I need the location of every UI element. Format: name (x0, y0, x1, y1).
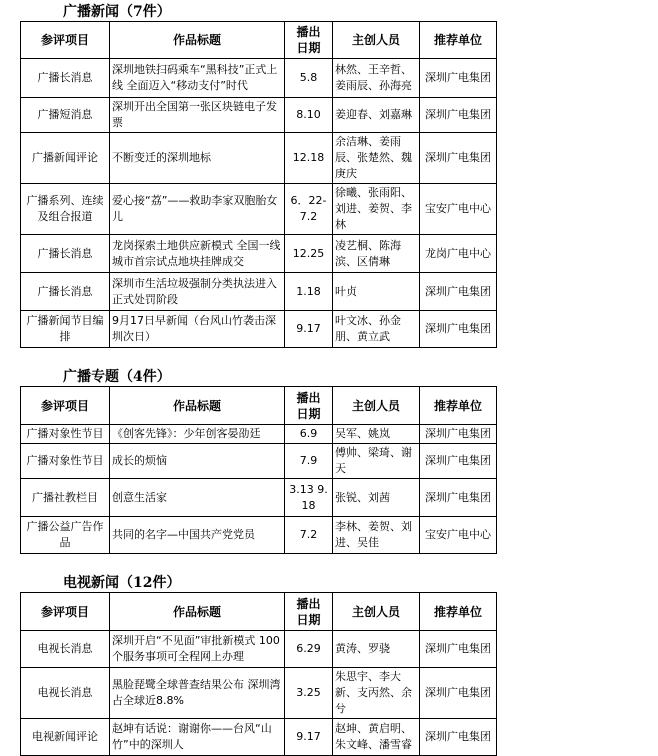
cell-creators: 叶文冰、孙金朋、黄立武 (333, 311, 420, 348)
cell-title: 龙岗探索土地供应新模式 全国一线城市首宗试点地块挂牌成交 (110, 235, 285, 273)
cell-date: 6.9 (285, 425, 333, 444)
cell-title: 成长的烦恼 (110, 444, 285, 479)
header-creators: 主创人员 (333, 593, 420, 631)
table-row (21, 98, 497, 133)
header-date: 播出日期 (285, 22, 333, 59)
table-row (21, 425, 497, 444)
cell-category: 广播长消息 (21, 235, 110, 273)
cell-unit: 深圳广电集团 (420, 311, 497, 348)
cell-creators: 黄涛、罗骁 (333, 631, 420, 668)
section-title-tv-news: 电视新闻（12件） (63, 575, 181, 591)
cell-creators: 李林、姜贺、刘进、吴佳 (333, 517, 420, 554)
cell-unit: 深圳广电集团 (420, 273, 497, 311)
cell-title: 创意生活家 (110, 479, 285, 517)
cell-date: 5.8 (285, 59, 333, 98)
cell-creators: 傅帅、梁琦、谢天 (333, 444, 420, 479)
table-row (21, 273, 497, 311)
cell-date: 6.29 (285, 631, 333, 668)
header-row (21, 593, 497, 631)
section-title-radio-news: 广播新闻（7件） (63, 4, 171, 20)
cell-creators: 林然、王辛哲、姜雨辰、孙海亮 (333, 59, 420, 98)
header-date: 播出日期 (285, 593, 333, 631)
header-category: 参评项目 (21, 22, 110, 59)
table-row (21, 133, 497, 184)
section-title-radio-feature: 广播专题（4件） (63, 369, 171, 385)
table-row (21, 517, 497, 554)
cell-category: 广播短消息 (21, 98, 110, 133)
cell-unit: 龙岗广电中心 (420, 235, 497, 273)
cell-category: 广播公益广告作品 (21, 517, 110, 554)
cell-category: 广播新闻评论 (21, 133, 110, 184)
cell-title: 深圳开出全国第一张区块链电子发票 (110, 98, 285, 133)
cell-creators: 朱思宇、李大新、支丙然、余兮 (333, 668, 420, 719)
header-row (21, 22, 497, 59)
cell-title: 不断变迁的深圳地标 (110, 133, 285, 184)
cell-category: 广播系列、连续及组合报道 (21, 184, 110, 235)
cell-title: 深圳地铁扫码乘车“黑科技”正式上线 全面迈入“移动支付”时代 (110, 59, 285, 98)
cell-unit: 深圳广电集团 (420, 133, 497, 184)
cell-unit: 深圳广电集团 (420, 444, 497, 479)
cell-category: 电视长消息 (21, 668, 110, 719)
cell-date: 12.25 (285, 235, 333, 273)
cell-date: 3.25 (285, 668, 333, 719)
cell-title: 《创客先锋》：少年创客晏劭廷 (110, 425, 285, 444)
cell-unit: 深圳广电集团 (420, 479, 497, 517)
cell-title: 赵坤有话说：谢谢你——台风“山竹”中的深圳人 (110, 719, 285, 756)
cell-title: 深圳市生活垃圾强制分类执法进入正式处罚阶段 (110, 273, 285, 311)
cell-unit: 宝安广电中心 (420, 517, 497, 554)
header-creators: 主创人员 (333, 22, 420, 59)
table-row (21, 719, 497, 756)
cell-creators: 徐曦、张雨阳、刘进、姜贺、李林 (333, 184, 420, 235)
cell-unit: 深圳广电集团 (420, 425, 497, 444)
cell-category: 广播长消息 (21, 273, 110, 311)
cell-date: 8.10 (285, 98, 333, 133)
cell-creators: 姜迎春、刘嘉琳 (333, 98, 420, 133)
cell-title: 黑脸琵鹭全球普查结果公布 深圳湾占全球近8.8% (110, 668, 285, 719)
cell-creators: 叶贞 (333, 273, 420, 311)
cell-category: 广播长消息 (21, 59, 110, 98)
table-row (21, 184, 497, 235)
header-category: 参评项目 (21, 387, 110, 425)
header-creators: 主创人员 (333, 387, 420, 425)
header-title: 作品标题 (110, 387, 285, 425)
table-row (21, 235, 497, 273)
cell-title: 9月17日早新闻（台风山竹袭击深圳次日） (110, 311, 285, 348)
header-title: 作品标题 (110, 22, 285, 59)
cell-title: 深圳开启“不见面”审批新模式 100个服务事项可全程网上办理 (110, 631, 285, 668)
cell-date: 6．22-7.2 (285, 184, 333, 235)
cell-date: 12.18 (285, 133, 333, 184)
cell-date: 1.18 (285, 273, 333, 311)
cell-category: 电视长消息 (21, 631, 110, 668)
cell-date: 3.13 9.18 (285, 479, 333, 517)
cell-category: 广播对象性节目 (21, 444, 110, 479)
cell-category: 电视新闻评论 (21, 719, 110, 756)
tv-news-table (20, 592, 497, 756)
cell-unit: 深圳广电集团 (420, 719, 497, 756)
header-row (21, 387, 497, 425)
header-unit: 推荐单位 (420, 593, 497, 631)
cell-creators: 吴军、姚岚 (333, 425, 420, 444)
cell-category: 广播对象性节目 (21, 425, 110, 444)
table-row (21, 59, 497, 98)
table-row (21, 311, 497, 348)
cell-category: 广播社教栏目 (21, 479, 110, 517)
radio-news-table (20, 21, 497, 348)
cell-unit: 深圳广电集团 (420, 668, 497, 719)
cell-creators: 张锐、刘茜 (333, 479, 420, 517)
cell-creators: 凌艺桐、陈海滨、区倩琳 (333, 235, 420, 273)
cell-unit: 深圳广电集团 (420, 98, 497, 133)
table-row (21, 479, 497, 517)
section-gap (0, 554, 658, 574)
table-row (21, 444, 497, 479)
cell-creators: 赵坤、黄启明、朱文峰、潘雪睿 (333, 719, 420, 756)
cell-creators: 余洁琳、姜雨辰、张楚然、魏庚庆 (333, 133, 420, 184)
cell-unit: 深圳广电集团 (420, 59, 497, 98)
cell-date: 7.9 (285, 444, 333, 479)
header-unit: 推荐单位 (420, 387, 497, 425)
cell-unit: 宝安广电中心 (420, 184, 497, 235)
section-gap (0, 348, 658, 368)
cell-date: 7.2 (285, 517, 333, 554)
header-date: 播出日期 (285, 387, 333, 425)
cell-category: 广播新闻节目编排 (21, 311, 110, 348)
cell-unit: 深圳广电集团 (420, 631, 497, 668)
header-title: 作品标题 (110, 593, 285, 631)
cell-date: 9.17 (285, 719, 333, 756)
header-unit: 推荐单位 (420, 22, 497, 59)
cell-date: 9.17 (285, 311, 333, 348)
header-category: 参评项目 (21, 593, 110, 631)
table-row (21, 668, 497, 719)
table-row (21, 631, 497, 668)
cell-title: 爱心接“荔”——救助李家双胞胎女儿 (110, 184, 285, 235)
cell-title: 共同的名字—中国共产党党员 (110, 517, 285, 554)
radio-feature-table (20, 386, 497, 554)
